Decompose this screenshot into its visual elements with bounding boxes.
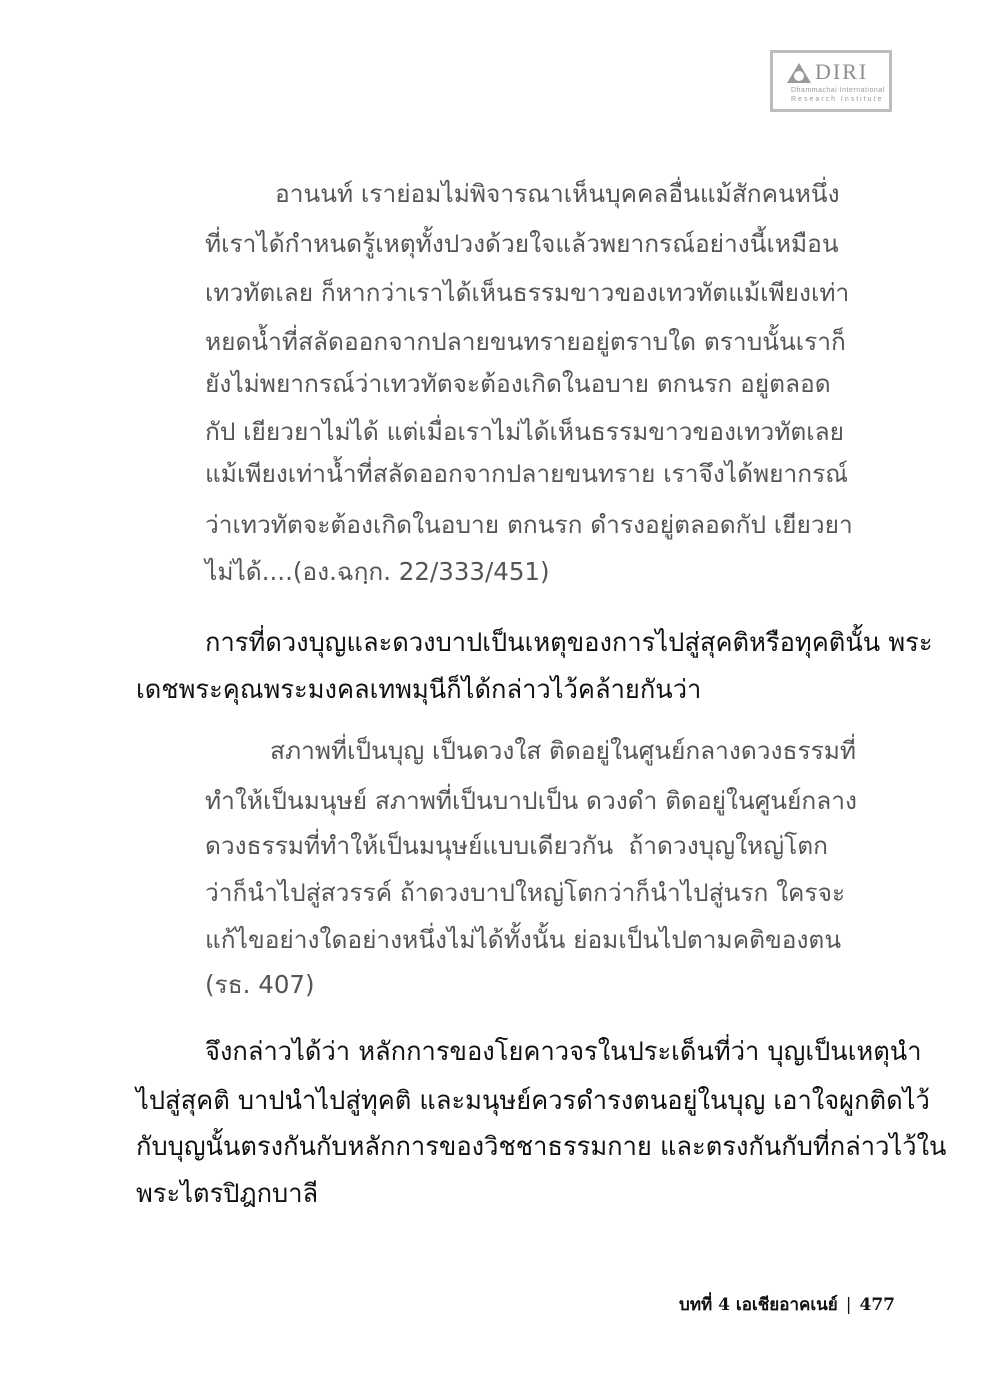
logo-name: DIRI bbox=[815, 59, 869, 84]
logo-subtitle-line2: Research Institute bbox=[791, 96, 884, 103]
quote-line: แก้ไขอย่างใดอย่างหนึ่งไม่ได้ทั้งนั้น ย่อมเป็นไปตามคติของตน bbox=[205, 925, 842, 954]
quote-line: สภาพที่เป็นบุญ เป็นดวงใส ติดอยู่ในศูนย์กลางดวงธรรมที่ bbox=[270, 736, 857, 765]
quote-line: เทวทัตเลย ก็หากว่าเราได้เห็นธรรมขาวของเทวทัตแม้เพียงเท่า bbox=[205, 278, 850, 307]
logo-subtitle-line1: Dhammachai International bbox=[791, 87, 885, 94]
quote-line: ที่เราได้กำหนดรู้เหตุทั้งปวงด้วยใจแล้วพยากรณ์อย่างนี้เหมือน bbox=[205, 229, 839, 258]
page-number: 477 bbox=[859, 1295, 895, 1315]
quote-line: แม้เพียงเท่าน้ำที่สลัดออกจากปลายขนทราย เราจึงได้พยากรณ์ bbox=[205, 459, 849, 488]
paragraph-line: พระไตรปิฎกบาลี bbox=[136, 1179, 319, 1209]
quote-line: ไม่ได้....(อง.ฉกฺก. 22/333/451) bbox=[205, 557, 550, 586]
chapter-title: บทที่ 4 เอเชียอาคเนย์ bbox=[679, 1295, 838, 1315]
quote-line: ทำให้เป็นมนุษย์ สภาพที่เป็นบาปเป็น ดวงดำ ติดอยู่ในศูนย์กลาง bbox=[205, 786, 857, 815]
quote-line: ยังไม่พยากรณ์ว่าเทวทัตจะต้องเกิดในอบาย ตกนรก อยู่ตลอด bbox=[205, 369, 831, 398]
diri-logo-icon bbox=[787, 63, 811, 83]
paragraph-line: จึงกล่าวได้ว่า หลักการของโยคาวจรในประเด็นที่ว่า บุญเป็นเหตุนำ bbox=[205, 1037, 922, 1067]
quote-line: ว่าก็นำไปสู่สวรรค์ ถ้าดวงบาปใหญ่โตกว่าก็นำไปสู่นรก ใครจะ bbox=[205, 878, 846, 907]
paragraph-line: ไปสู่สุคติ บาปนำไปสู่ทุคติ และมนุษย์ควรดำรงตนอยู่ในบุญ เอาใจผูกติดไว้ bbox=[136, 1086, 930, 1116]
quote-line: (รธ. 407) bbox=[205, 970, 315, 999]
paragraph-line: การที่ดวงบุญและดวงบาปเป็นเหตุของการไปสู่สุคติหรือทุคตินั้น พระ bbox=[205, 628, 933, 658]
diri-logo bbox=[770, 50, 892, 112]
footer-separator: | bbox=[845, 1295, 852, 1315]
quote-line: หยดน้ำที่สลัดออกจากปลายขนทรายอยู่ตราบใด ตราบนั้นเราก็ bbox=[205, 327, 846, 356]
paragraph-line: กับบุญนั้นตรงกันกับหลักการของวิชชาธรรมกาย และตรงกันกับที่กล่าวไว้ใน bbox=[136, 1132, 947, 1162]
quote-line: ว่าเทวทัตจะต้องเกิดในอบาย ตกนรก ดำรงอยู่ตลอดกัป เยียวยา bbox=[205, 510, 853, 539]
paragraph-line: เดชพระคุณพระมงคลเทพมุนีก็ได้กล่าวไว้คล้ายกันว่า bbox=[136, 675, 702, 705]
quote-line: อานนท์ เราย่อมไม่พิจารณาเห็นบุคคลอื่นแม้สักคนหนึ่ง bbox=[275, 179, 840, 208]
quote-line: กัป เยียวยาไม่ได้ แต่เมื่อเราไม่ได้เห็นธรรมขาวของเทวทัตเลย bbox=[205, 417, 845, 446]
quote-line: ดวงธรรมที่ทำให้เป็นมนุษย์แบบเดียวกัน ถ้าดวงบุญใหญ่โตก bbox=[205, 831, 828, 860]
page-footer bbox=[679, 1291, 895, 1318]
